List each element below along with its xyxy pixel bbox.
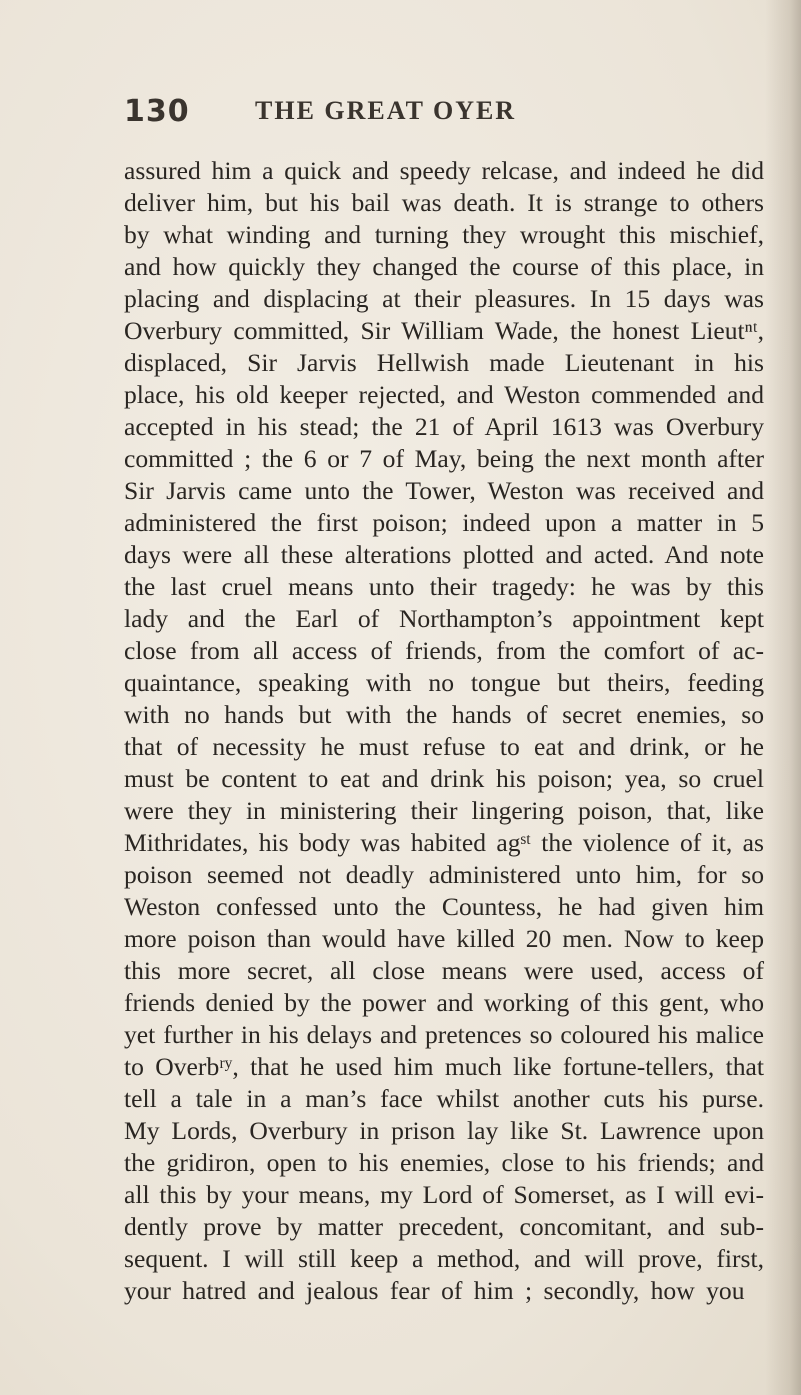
text-line: more poison than would have killed 20 men. Now to keep <box>124 924 764 953</box>
text-line: the last cruel means unto their tragedy: he was by this <box>124 572 764 601</box>
running-head <box>124 94 764 134</box>
text-line: must be content to eat and drink his poison; yea, so cruel <box>124 764 764 793</box>
text-line: friends denied by the power and working of this gent, who <box>124 988 764 1017</box>
text-line: placing and displacing at their pleasures. In 15 days was <box>124 284 764 313</box>
text-line: your hatred and jealous fear of him ; secondly, how you <box>124 1276 745 1305</box>
text-line: assured him a quick and speedy relcase, and indeed he did <box>124 156 764 185</box>
body-text <box>124 155 764 1307</box>
text-line: that of necessity he must refuse to eat and drink, or he <box>124 732 764 761</box>
text-line: administered the first poison; indeed upon a matter in 5 <box>124 508 764 537</box>
text-line: dently prove by matter precedent, concomitant, and sub- <box>124 1212 764 1241</box>
text-line: quaintance, speaking with no tongue but theirs, feeding <box>124 668 764 697</box>
text-line: days were all these alterations plotted and acted. And note <box>124 540 764 569</box>
text-line: deliver him, but his bail was death. It is strange to others <box>124 188 764 217</box>
text-line: the gridiron, open to his enemies, close to his friends; and <box>124 1148 764 1177</box>
text-line: committed ; the 6 or 7 of May, being the next month after <box>124 444 764 473</box>
text-line: all this by your means, my Lord of Somerset, as I will evi- <box>124 1180 764 1209</box>
text-line: sequent. I will still keep a method, and will prove, first, <box>124 1244 764 1273</box>
text-line: by what winding and turning they wrought this mischief, <box>124 220 764 249</box>
text-line: tell a tale in a man’s face whilst another cuts his purse. <box>124 1084 764 1113</box>
text-line: Mithridates, his body was habited agˢᵗ the violence of it, as <box>124 828 764 857</box>
text-line: My Lords, Overbury in prison lay like St. Lawrence upon <box>124 1116 764 1145</box>
text-line: poison seemed not deadly administered unto him, for so <box>124 860 764 889</box>
text-line: with no hands but with the hands of secret enemies, so <box>124 700 764 729</box>
text-line: Sir Jarvis came unto the Tower, Weston was received and <box>124 476 764 505</box>
text-line: place, his old keeper rejected, and Weston commended and <box>124 380 764 409</box>
text-line: Overbury committed, Sir William Wade, the honest Lieutⁿᵗ, <box>124 316 764 345</box>
running-title: THE GREAT OYER <box>255 96 517 125</box>
page-number: 130 <box>124 94 190 129</box>
text-line: Weston confessed unto the Countess, he had given him <box>124 892 764 921</box>
text-line: yet further in his delays and pretences so coloured his malice <box>124 1020 764 1049</box>
text-line: close from all access of friends, from the comfort of ac- <box>124 636 764 665</box>
text-line: to Overbʳʸ, that he used him much like fortune-tellers, that <box>124 1052 764 1081</box>
text-line: displaced, Sir Jarvis Hellwish made Lieutenant in his <box>124 348 764 377</box>
text-line: accepted in his stead; the 21 of April 1613 was Overbury <box>124 412 764 441</box>
text-line: and how quickly they changed the course of this place, in <box>124 252 764 281</box>
text-line: were they in ministering their lingering poison, that, like <box>124 796 764 825</box>
text-line: this more secret, all close means were used, access of <box>124 956 764 985</box>
text-line: lady and the Earl of Northampton’s appointment kept <box>124 604 764 633</box>
